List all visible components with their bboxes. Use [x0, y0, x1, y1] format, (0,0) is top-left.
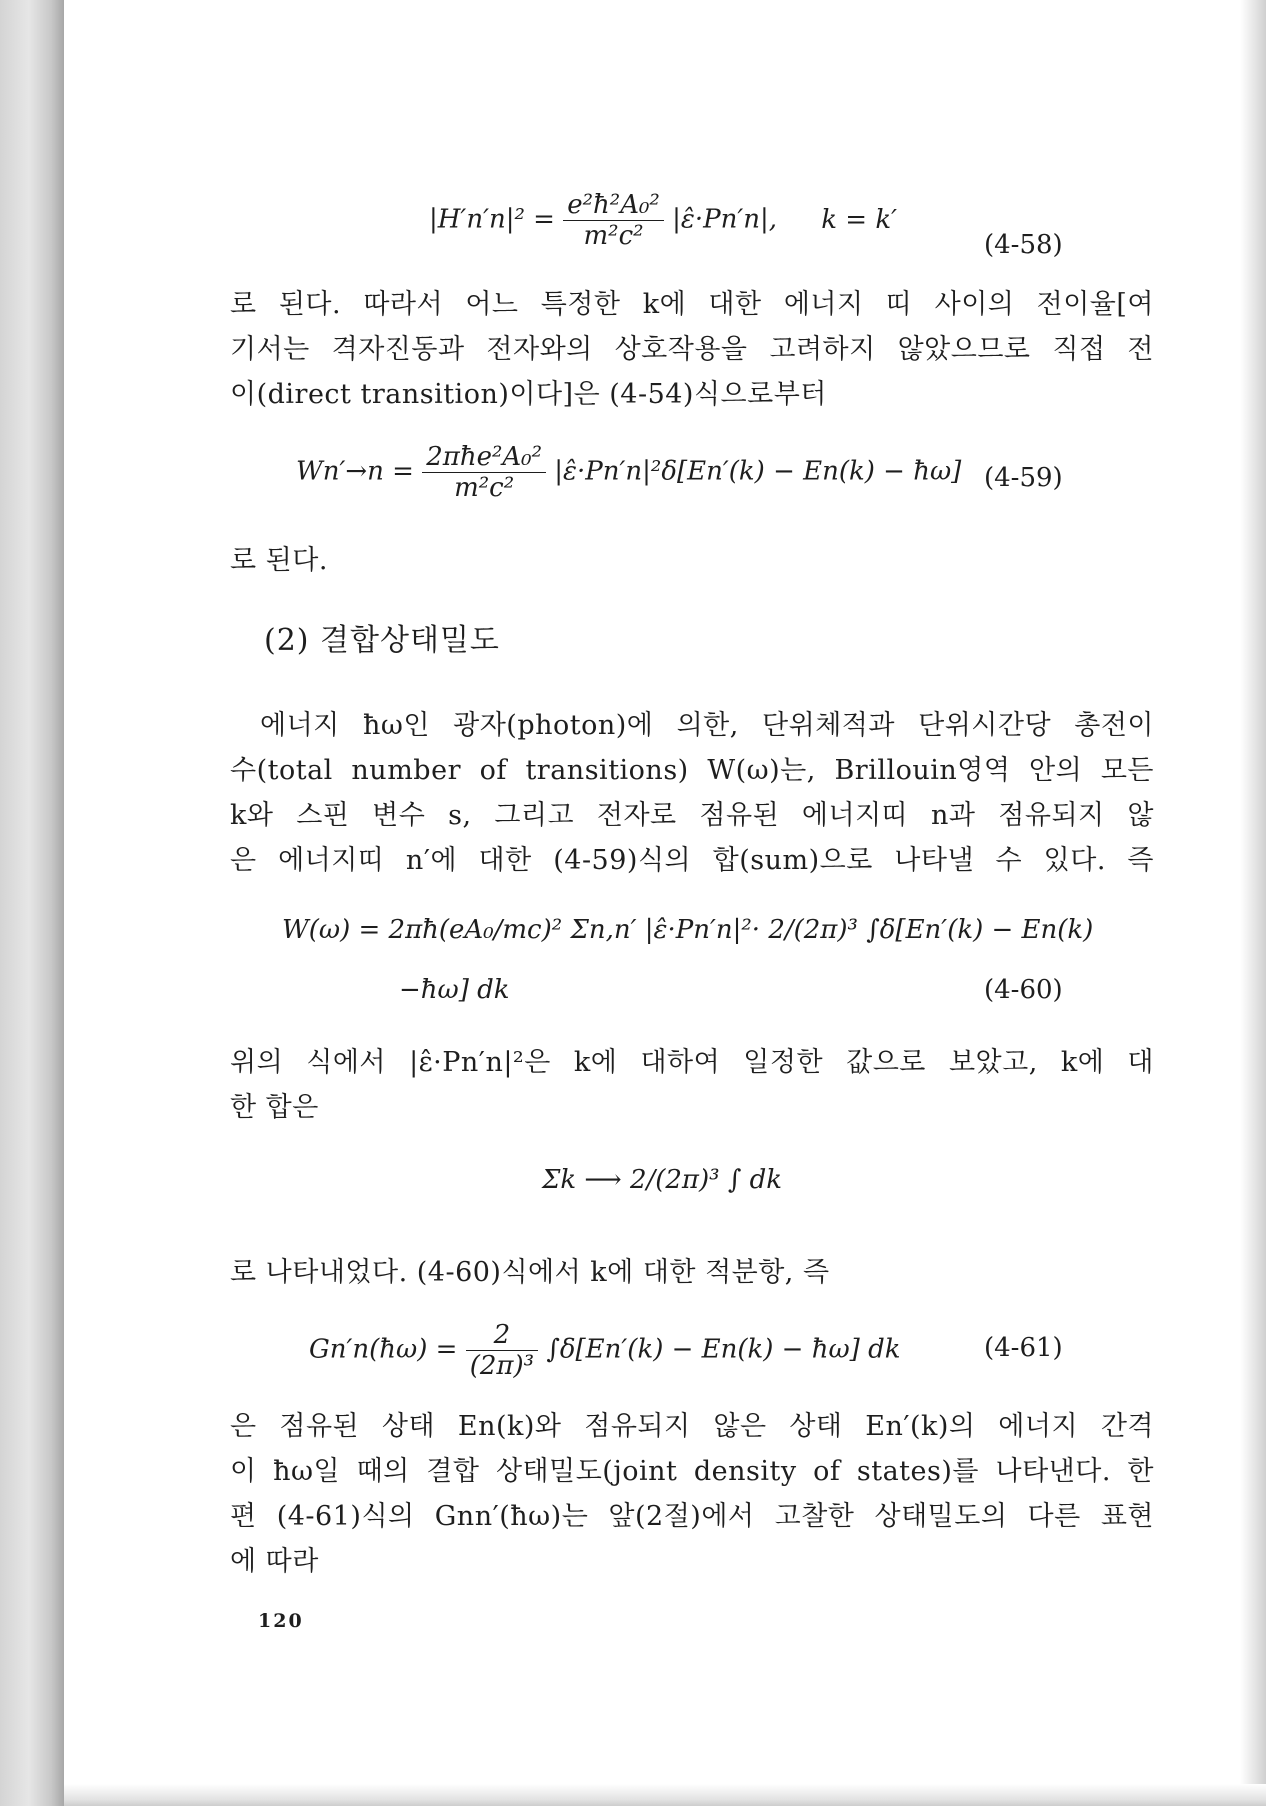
eq-4-59-fraction — [422, 442, 546, 503]
eq-4-58-rhs: |ε̂·Pn′n|, — [672, 204, 777, 235]
text-line: 한 합은 — [230, 1092, 319, 1123]
text-line: k와 스핀 변수 s, 그리고 전자로 점유된 에너지띠 n과 점유되지 않 — [230, 800, 1154, 831]
book-page — [64, 0, 1240, 1784]
eq-4-61-fraction — [466, 1320, 538, 1381]
text-line: 이(direct transition)이다]은 (4-54)식으로부터 — [230, 379, 827, 410]
page-bottom-edge — [64, 1784, 1266, 1806]
equation-4-58 — [429, 190, 897, 251]
eq-4-59-numerator: 2πħe²A₀² — [422, 442, 546, 473]
page-right-edge — [1240, 0, 1266, 1806]
text-line: 기서는 격자진동과 전자와의 상호작용을 고려하지 않았으므로 직접 전 — [230, 334, 1154, 365]
equation-number-4-58: (4-58) — [984, 230, 1063, 260]
section-heading: (2) 결합상태밀도 — [264, 623, 500, 658]
text-line: 은 점유된 상태 En(k)와 점유되지 않은 상태 En′(k)의 에너지 간격 — [230, 1411, 1154, 1442]
paragraph-integral-term — [230, 1250, 1154, 1295]
eq-4-61-denominator: (2π)³ — [469, 1351, 535, 1381]
text-line: 에 따라 — [230, 1546, 319, 1577]
text-line: 은 에너지띠 n′에 대한 (4-59)식의 합(sum)으로 나타낼 수 있다. 즉 — [230, 845, 1154, 876]
eq-4-59-rhs: |ε̂·Pn′n|²δ[En′(k) − En(k) − ħω] — [554, 456, 962, 487]
eq-4-61-rhs: ∫δ[En′(k) − En(k) − ħω] dk — [546, 1334, 901, 1365]
text-line: 위의 식에서 |ε̂·Pn′n|²은 k에 대하여 일정한 값으로 보았고, k에 대 — [230, 1047, 1154, 1078]
equation-4-60-line-1: W(ω) = 2πħ(eA₀/mc)² Σn,n′ |ε̂·Pn′n|²· 2/(2π)³ ∫δ[En′(k) − En(k) — [282, 915, 1094, 945]
text-line: 수(total number of transitions) W(ω)는, Brillouin영역 안의 모든 — [230, 755, 1154, 786]
equation-number-4-61: (4-61) — [984, 1333, 1063, 1363]
book-spine-edge — [0, 0, 64, 1806]
eq-4-58-condition: k = k′ — [821, 204, 897, 235]
equation-number-4-59: (4-59) — [984, 463, 1063, 493]
eq-4-59-lhs: Wn′→n = — [296, 456, 414, 487]
equation-sum-to-integral: Σk ⟶ 2/(2π)³ ∫ dk — [542, 1165, 783, 1195]
paragraph-total-transitions — [230, 703, 1154, 883]
text-line: 로 나타내었다. (4-60)식에서 k에 대한 적분항, 즉 — [230, 1257, 830, 1288]
equation-4-61 — [309, 1320, 901, 1381]
text-line: 로 된다. 따라서 어느 특정한 k에 대한 에너지 띠 사이의 전이율[여 — [230, 289, 1154, 320]
eq-4-58-numerator: e²ħ²A₀² — [563, 190, 664, 221]
equation-number-4-60: (4-60) — [984, 975, 1063, 1005]
paragraph-result — [230, 538, 1154, 583]
eq-4-58-lhs: |H′n′n|² = — [429, 204, 555, 235]
page-number: 120 — [258, 1610, 304, 1632]
equation-4-60-line-2: −ħω] dk — [399, 975, 510, 1005]
equation-4-59 — [296, 442, 961, 503]
paragraph-joint-density — [230, 1404, 1154, 1584]
eq-4-61-lhs: Gn′n(ħω) = — [309, 1334, 458, 1365]
text-line: 로 된다. — [230, 545, 328, 576]
text-line: 편 (4-61)식의 Gnn′(ħω)는 앞(2절)에서 고찰한 상태밀도의 다른 표현 — [230, 1501, 1154, 1532]
paragraph-sum-replacement — [230, 1040, 1154, 1130]
text-line: 에너지 ħω인 광자(photon)에 의한, 단위체적과 단위시간당 총전이 — [260, 710, 1154, 741]
text-line: 이 ħω일 때의 결합 상태밀도(joint density of states)를 나타낸다. 한 — [230, 1456, 1154, 1487]
paragraph-transition-rate — [230, 282, 1154, 417]
eq-4-59-denominator: m²c² — [454, 473, 515, 503]
eq-4-58-fraction — [563, 190, 664, 251]
eq-4-61-numerator: 2 — [466, 1320, 538, 1351]
eq-4-58-denominator: m²c² — [583, 221, 644, 251]
